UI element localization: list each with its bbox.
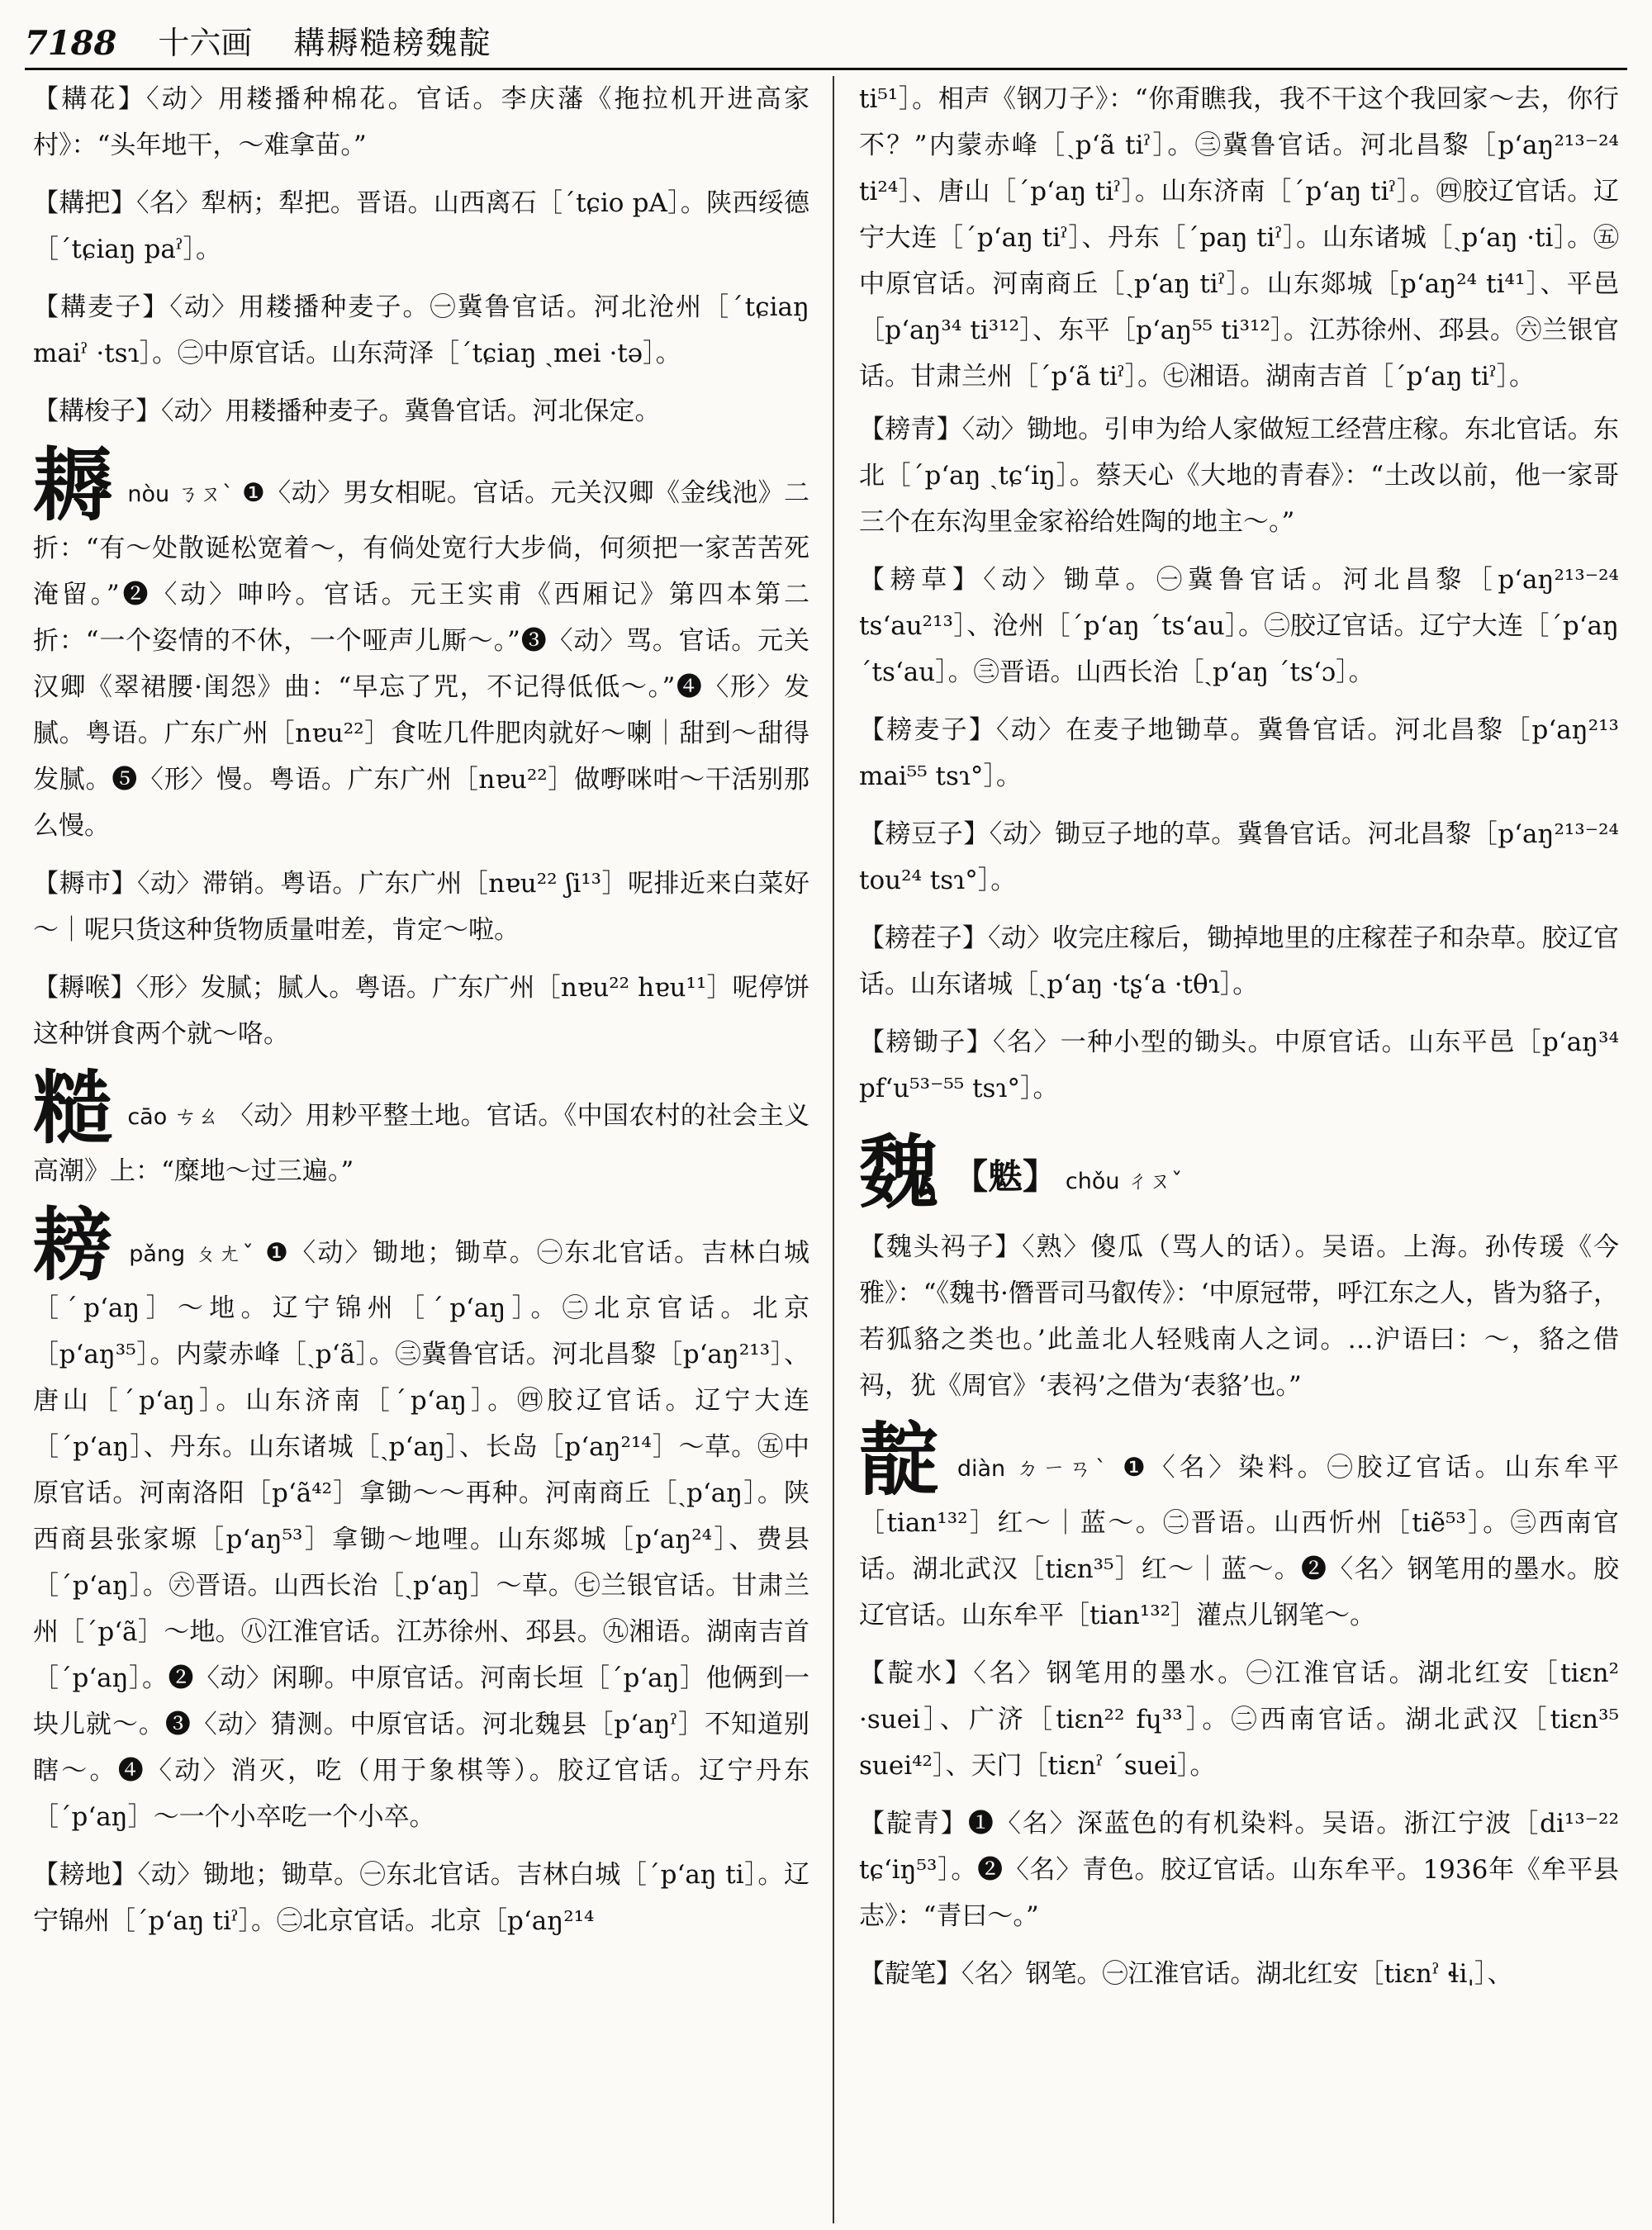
entry-pang-di-continued: ti⁵¹］。相声《钢刀子》：“你甭瞧我，我不干这个我回家～去，你行不？”内蒙赤峰［ˏpʻã tiˀ］。㊂冀鲁官话。河北昌黎［pʻaŋ²¹³⁻²⁴ ti²⁴］、唐山［ˊpʻaŋ tiˀ］。山东济南［ˊpʻaŋ tiˀ］。㊃胶辽官话。辽宁大连［ˊpʻaŋ tiˀ］、丹东［ˊpaŋ tiˀ］。山东诸城［ˏpʻaŋ ·ti］。㊄中原官话。河南商丘［ˏpʻaŋ tiˀ］。山东郯城［pʻaŋ²⁴ ti⁴¹］、平邑［pʻaŋ³⁴ ti³¹²］、东平［pʻaŋ⁵⁵ ti³¹²］。江苏徐州、邳县。㊅兰银官话。甘肃兰州［ˊpʻã tiˀ］。㊆湘语。湖南吉首［ˊpʻaŋ tiˀ］。	[859, 84, 1619, 391]
left-column	[33, 76, 809, 1956]
entry-dian-shui: 【靛水】〈名〉钢笔用的墨水。㊀江淮官话。湖北红安［tiɛn² ·suei］、广济［tiɛn²² fɥ³³］。㊁西南官话。湖北武汉［tiɛn³⁵ suei⁴²］、天门［tiɛnˀ ˊsuei］。	[859, 1658, 1619, 1781]
entry-cao	[33, 1061, 810, 1194]
page-header	[25, 12, 1627, 70]
entry-pang-cao: 【耪草】〈动〉锄草。㊀冀鲁官话。河北昌黎［pʻaŋ²¹³⁻²⁴ tsʻau²¹³］、沧州［ˊpʻaŋ ˊtsʻau］。㊁胶辽官话。辽宁大连［ˊpʻaŋ ˊtsʻau］。㊂晋语。山西长治［ˏpʻaŋ ˊtsʻɔ］。	[859, 565, 1619, 687]
entry-nou	[33, 439, 809, 849]
entry-dian-bi: 【靛笔】〈名〉钢笔。㊀江淮官话。湖北红安［tiɛnˀ ɬiˌ］、	[859, 1959, 1513, 1989]
entry-nou-shi: 【耨市】〈动〉滞销。粤语。广东广州［nɐu²² ʃi¹³］呢排近来白菜好～｜呢只货这种货物质量咁差，肯定～啦。	[33, 869, 809, 945]
entry-chou-tou-mazi: 【魏头祃子】〈熟〉傻瓜（骂人的话）。吴语。上海。孙传瑗《今雅》：“《魏书·僭晋司马叡传》：‘中原冠带，呼江东之人，皆为貉子，若狐貉之类也。’此盖北人轻贱南人之词。…沪语曰：～，貉之借祃，犹《周官》‘表祃’之借为‘表貉’也。”	[859, 1232, 1619, 1401]
entry-jiang-hua: 【耩花】〈动〉用耧播种棉花。官话。李庆藩《拖拉机开进高家村》：“头年地干，～难拿苗。”	[33, 84, 809, 160]
entry-pang-maizi: 【耪麦子】〈动〉在麦子地锄草。冀鲁官话。河北昌黎［pʻaŋ²¹³ mai⁵⁵ tsɿ°］。	[859, 715, 1619, 791]
variant-chou: 【䰡】	[953, 1156, 1058, 1197]
entry-dian-qing: 【靛青】❶〈名〉深蓝色的有机染料。吴语。浙江宁波［di¹³⁻²² tɕʻiŋ⁵³］。❷〈名〉青色。胶辽官话。山东牟平。1936年《牟平县志》：“青曰～。”	[859, 1809, 1619, 1931]
definition-nou: ❶〈动〉男女相昵。官话。元关汉卿《金线池》二折：“有～处散诞松宽着～，有倘处宽行大步倘，何须把一家苦苦死淹留。”❷〈动〉呻吟。官话。元王实甫《西厢记》第四本第二折：“一个姿情的不休，一个哑声儿厮～。”❸〈动〉骂。官话。元关汉卿《翠裙腰·闺怨》曲：“早忘了咒，不记得低低～。”❹〈形〉发腻。粤语。广东广州［nɐu²²］食咗几件肥肉就好～喇｜甜到～甜得发腻。❺〈形〉慢。粤语。广东广州［nɐu²²］做嘢咪咁～干活别那么慢。	[33, 478, 809, 841]
entry-jiang-maizi: 【耩麦子】〈动〉用耧播种麦子。㊀冀鲁官话。河北沧州［ˊtɕiaŋ maiˀ ·tsɿ］。㊁中原官话。山东菏泽［ˊtɕiaŋ ˏmei ·tə］。	[33, 292, 809, 368]
page-characters: 耩耨糙耪魏靛	[293, 25, 492, 61]
entry-pang-chazi: 【耪茬子】〈动〉收完庄稼后，锄掉地里的庄稼茬子和杂草。胶辽官话。山东诸城［ˏpʻaŋ ·tʂʻa ·tθɿ］。	[859, 923, 1619, 999]
entry-jiang-suozi: 【耩梭子】〈动〉用耧播种麦子。冀鲁官话。河北保定。	[33, 396, 661, 426]
entry-nou-hou: 【耨喉】〈形〉发腻；腻人。粤语。广东广州［nɐu²² hɐu¹¹］呢停饼这种饼食两个就～咯。	[33, 973, 809, 1049]
pinyin-pang: pǎng ㄆㄤˇ	[129, 1241, 256, 1267]
definition-dian: ❶〈名〉染料。㊀胶辽官话。山东牟平［tian¹³²］红～｜蓝～。㊁晋语。山西忻州［tiẽ⁵³］。㊂西南官话。湖北武汉［tiɛn³⁵］红～｜蓝～。❷〈名〉钢笔用的墨水。胶辽官话。山东牟平［tian¹³²］灌点儿钢笔～。	[859, 1453, 1620, 1630]
pinyin-nou: nòu ㄋㄡˋ	[127, 482, 234, 507]
definition-pang: ❶〈动〉锄地；锄草。㊀东北官话。吉林白城［ˊpʻaŋ］～地。辽宁锦州［ˊpʻaŋ］。㊁北京官话。北京［pʻaŋ³⁵］。内蒙赤峰［ˏpʻã］。㊂冀鲁官话。河北昌黎［pʻaŋ²¹³］、唐山［ˊpʻaŋ］。山东济南［ˊpʻaŋ］。㊃胶辽官话。辽宁大连［ˊpʻaŋ］、丹东。山东诸城［ˏpʻaŋ］、长岛［pʻaŋ²¹⁴］～草。㊄中原官话。河南洛阳［pʻã⁴²］拿锄～～再种。河南商丘［ˏpʻaŋ］。陕西商县张家塬［pʻaŋ⁵³］拿锄～地哩。山东郯城［pʻaŋ²⁴］、费县［ˊpʻaŋ］。㊅晋语。山西长治［ˏpʻaŋ］～草。㊆兰银官话。甘肃兰州［ˊpʻã］～地。㊇江淮官话。江苏徐州、邳县。㊈湘语。湖南吉首［ˊpʻaŋ］。❷〈动〉闲聊。中原官话。河南长垣［ˊpʻaŋ］他俩到一块儿就～。❸〈动〉猜测。中原官话。河北魏县［pʻaŋˀ］不知道别瞎～。❹〈动〉消灭，吃（用于象棋等）。胶辽官话。辽宁丹东［ˊpʻaŋ］～一个小卒吃一个小卒。	[33, 1238, 809, 1832]
column-divider	[833, 76, 834, 2223]
stroke-section: 十六画	[158, 25, 253, 61]
headword-pang: 耪	[33, 1198, 115, 1292]
headword-chou: 魏	[859, 1126, 938, 1219]
headword-dian: 靛	[859, 1413, 942, 1506]
entry-chou-headword	[859, 1126, 1619, 1219]
entry-pang-qing: 【耪青】〈动〉锄地。引申为给人家做短工经营庄稼。东北官话。东北［ˊpʻaŋ ˏtɕʻiŋ］。蔡天心《大地的青春》：“土改以前，他一家哥三个在东沟里金家裕给姓陶的地主～。”	[859, 415, 1619, 537]
headword-nou: 耨	[33, 439, 113, 532]
pinyin-cao: cāo ㄘㄠ	[127, 1104, 220, 1130]
entry-pang-di: 【耪地】〈动〉锄地；锄草。㊀东北官话。吉林白城［ˊpʻaŋ ti］。辽宁锦州［ˊpʻaŋ tiˀ］。㊁北京官话。北京［pʻaŋ²¹⁴	[33, 1860, 809, 1936]
right-column	[859, 76, 1619, 2009]
page-number: 7188	[25, 24, 117, 63]
entry-pang-douzi: 【耪豆子】〈动〉锄豆子地的草。冀鲁官话。河北昌黎［pʻaŋ²¹³⁻²⁴ tou²⁴ tsɿ°］。	[859, 819, 1619, 895]
pinyin-dian: diàn ㄉㄧㄢˋ	[957, 1456, 1111, 1482]
entry-jiang-ba: 【耩把】〈名〉犁柄；犁把。晋语。山西离石［ˊtɕio pA］。陕西绥德［ˊtɕiaŋ paˀ］。	[33, 188, 809, 264]
entry-dian	[859, 1413, 1620, 1639]
definition-cao: 〈动〉用耖平整土地。官话。《中国农村的社会主义高潮》上：“糜地～过三遍。”	[33, 1101, 810, 1186]
pinyin-chou: chǒu ㄔㄡˇ	[1065, 1169, 1183, 1194]
entry-pang	[33, 1198, 809, 1840]
headword-cao: 糙	[33, 1061, 113, 1155]
entry-pang-chuzi: 【耪锄子】〈名〉一种小型的锄头。中原官话。山东平邑［pʻaŋ³⁴ pfʻu⁵³⁻⁵⁵ tsɿ°］。	[859, 1027, 1619, 1103]
